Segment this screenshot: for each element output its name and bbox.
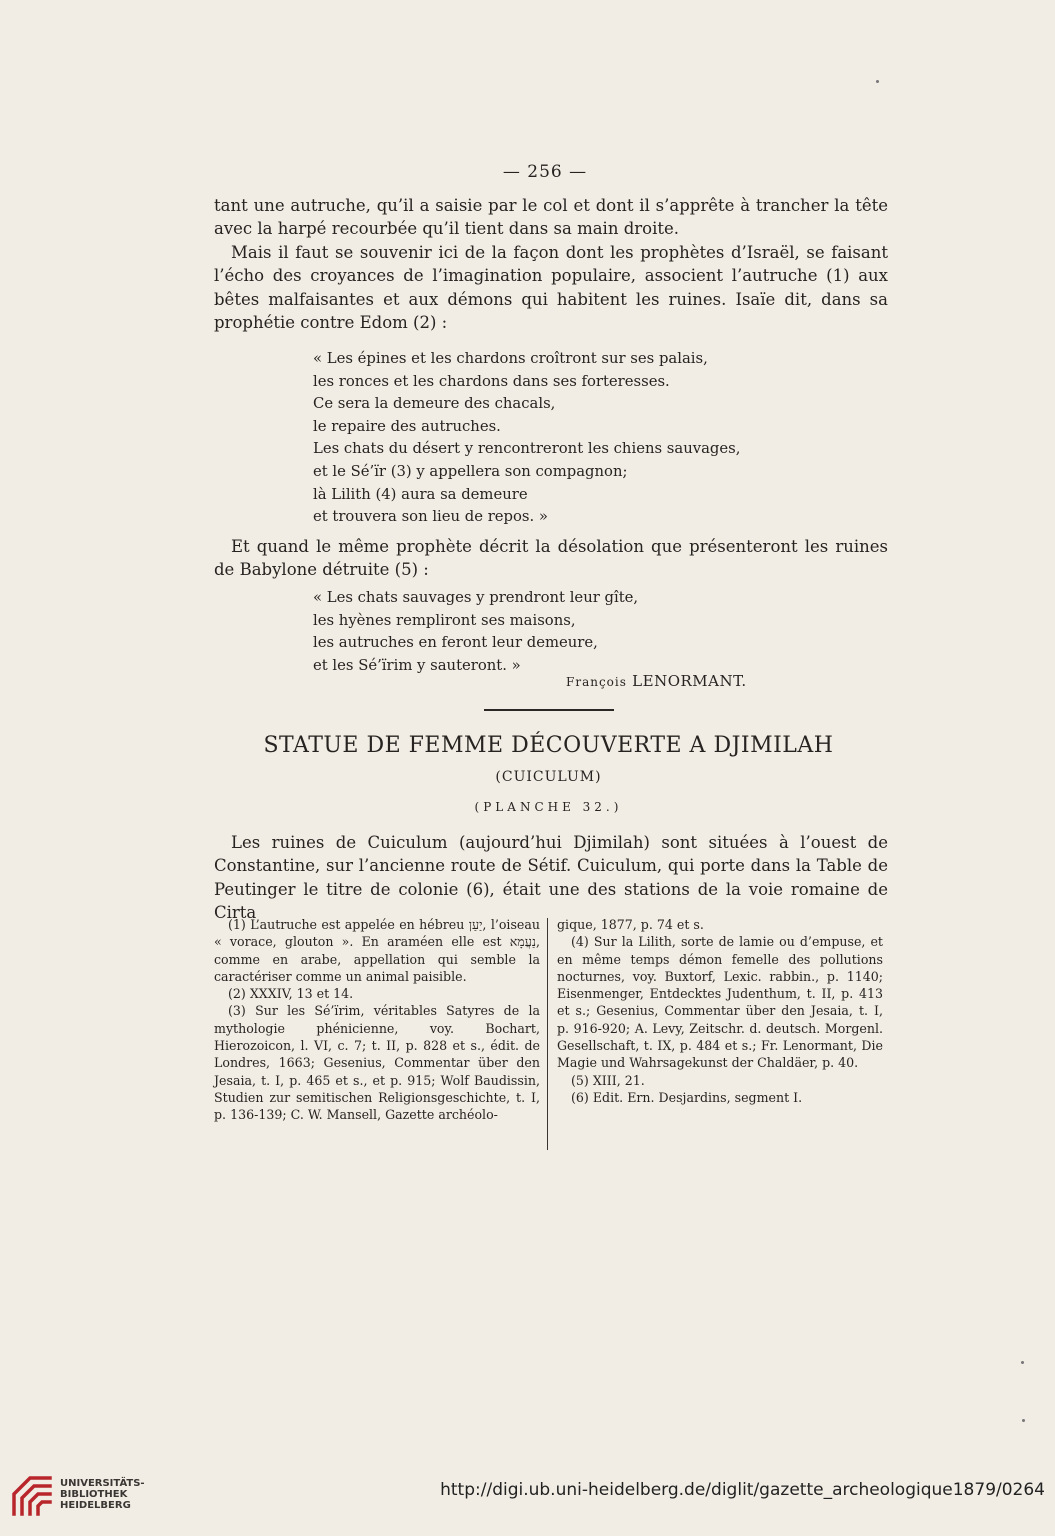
library-name-line: HEIDELBERG	[60, 1500, 131, 1511]
footnote: (2) XXXIV, 13 et 14.	[228, 986, 354, 1002]
verse-line: les hyènes rempliront ses maisons,	[313, 611, 576, 629]
verse-quote-2	[313, 587, 873, 677]
article-subtitle: (CUICULUM)	[495, 769, 602, 785]
source-url-link[interactable]: http://digi.ub.uni-heidelberg.de/diglit/gazette_archeologique1879/0264	[440, 1480, 1045, 1500]
heidelberg-library-logo-icon	[10, 1472, 66, 1518]
paragraph-3	[214, 535, 888, 582]
library-name-line: BIBLIOTHEK	[60, 1489, 128, 1500]
verse-line: Ce sera la demeure des chacals,	[313, 395, 556, 413]
footnote: (3) Sur les Sé’ïrim, véritables Satyres de la mythologie phénicienne, voy. Bochart, Hierozoicon, l. VI, c. 7; t. II, p. 828 et s., édit. de Londres, 1663; Gesenius, Commentar über den Jesaia, t. I, p. 465 et s., et p. 915; Wolf Baudissin, Studien zur semitischen Religionsgeschichte, t. I, p. 136-139; C. W. Mansell, Gazette archéolo-	[214, 1003, 540, 1123]
library-name	[60, 1478, 145, 1511]
footnote: (1) L’autruche est appelée en hébreu יַעַן, l’oiseau « vorace, glouton ». En araméen elle est נַעֲמָא, comme en arabe, appellation qui semble la caractériser comme un animal paisible.	[214, 917, 540, 984]
signature-first-name: François	[566, 675, 627, 689]
footnote: (5) XIII, 21.	[571, 1072, 645, 1088]
footnote: (6) Edit. Ern. Desjardins, segment I.	[571, 1089, 803, 1105]
signature-last-name: LENORMANT.	[632, 672, 747, 690]
article-title: STATUE DE FEMME DÉCOUVERTE A DJIMILAH	[263, 733, 834, 758]
footnote: (4) Sur la Lilith, sorte de lamie ou d’empuse, et en même temps démon femelle des pollutions nocturnes, voy. Buxtorf, Lexic. rabbin., p. 1140; Eisenmenger, Entdecktes Judenthum, t. II, p. 413 et s.; Gesenius, Commentar über den Jesaia, t. I, p. 916-920; A. Levy, Zeitschr. d. deutsch. Morgenl. Gesellschaft, t. IX, p. 484 et s.; Fr. Lenormant, Die Magie und Wahrsagekunst der Chaldäer, p. 40.	[557, 934, 883, 1071]
paragraph-2-text: Mais il faut se souvenir ici de la façon dont les prophètes d’Israël, se faisant l’écho des croyances de l’imagination populaire, associent l’autruche (1) aux bêtes malfaisantes et aux démons qui habitent les ruines. Isaïe dit, dans sa prophétie contre Edom (2) :	[214, 243, 888, 333]
paper-speck	[876, 80, 879, 83]
paragraph-4	[214, 831, 888, 925]
verse-line: les autruches en feront leur demeure,	[313, 634, 598, 652]
paragraph-2	[214, 241, 888, 335]
verse-line: le repaire des autruches.	[313, 417, 501, 435]
article-plate-reference: (PLANCHE 32.)	[474, 800, 623, 814]
footnotes-left-column	[214, 916, 540, 1124]
verse-line: et trouvera son lieu de repos. »	[313, 508, 548, 526]
library-name-line: UNIVERSITÄTS-	[60, 1478, 145, 1489]
verse-line: Les chats du désert y rencontreront les chiens sauvages,	[313, 440, 741, 458]
paragraph-4-text: Les ruines de Cuiculum (aujourd’hui Djimilah) sont situées à l’ouest de Constantine, sur l’ancienne route de Sétif. Cuiculum, qui porte dans la Table de Peutinger le titre de colonie (6), était une des stations de la voie romaine de Cirta	[214, 833, 888, 923]
footnote: gique, 1877, p. 74 et s.	[557, 917, 704, 932]
paragraph-1	[214, 194, 888, 241]
verse-line: et le Sé’ïr (3) y appellera son compagnon;	[313, 462, 628, 480]
page-number: — 256 —	[502, 162, 588, 182]
section-divider	[484, 709, 614, 711]
footnotes	[214, 916, 888, 1156]
paragraph-3-text: Et quand le même prophète décrit la désolation que présenteront les ruines de Babylone détruite (5) :	[214, 537, 888, 580]
paper-speck	[1022, 1419, 1025, 1422]
author-signature	[566, 672, 747, 690]
paper-speck	[1021, 1361, 1024, 1364]
verse-line: les ronces et les chardons dans ses forteresses.	[313, 372, 670, 390]
column-divider	[547, 918, 548, 1150]
paragraph-1-text: tant une autruche, qu’il a saisie par le col et dont il s’apprête à trancher la tête avec la harpé recourbée qu’il tient dans sa main droite.	[214, 196, 888, 239]
verse-line: « Les chats sauvages y prendront leur gîte,	[313, 589, 639, 606]
verse-line: et les Sé’ïrim y sauteront. »	[313, 656, 521, 674]
verse-quote-1	[313, 348, 873, 529]
verse-line: « Les épines et les chardons croîtront sur ses palais,	[313, 350, 708, 367]
verse-line: là Lilith (4) aura sa demeure	[313, 485, 528, 503]
footnotes-right-column	[557, 916, 883, 1106]
